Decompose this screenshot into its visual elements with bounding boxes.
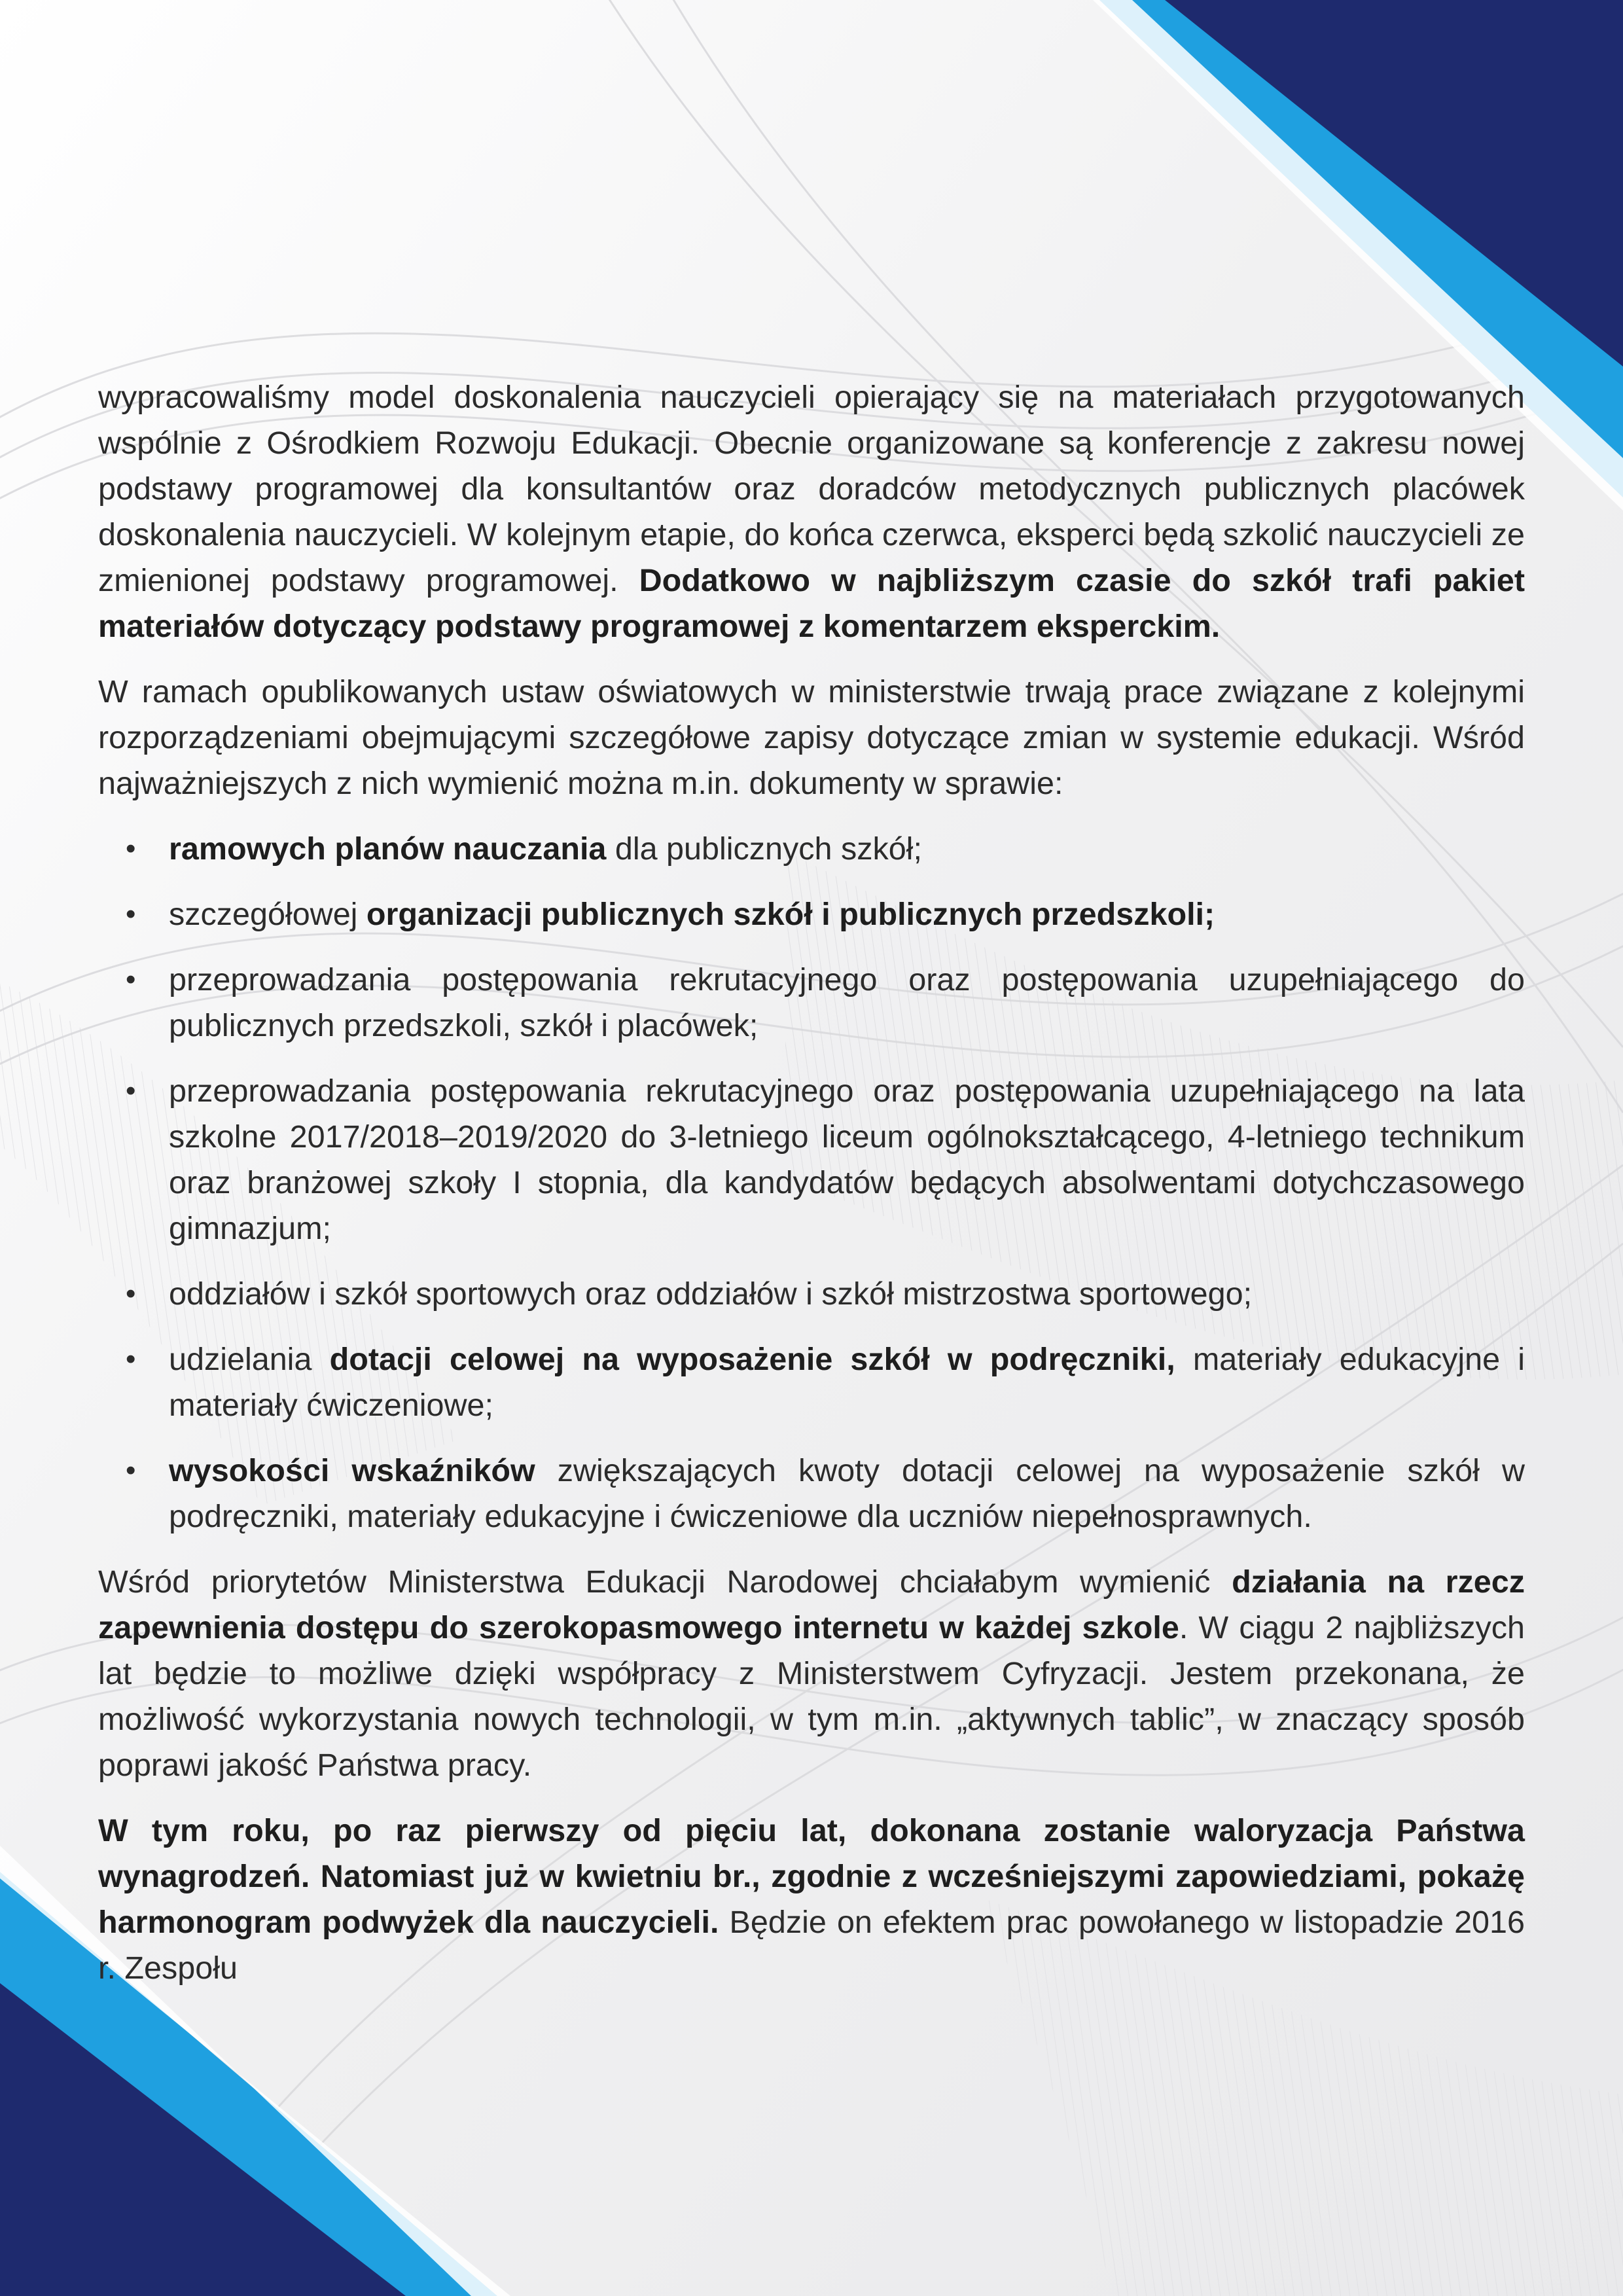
list-item xyxy=(98,1271,1525,1317)
paragraph-internet-priority xyxy=(98,1559,1525,1788)
article-body xyxy=(98,374,1525,2011)
paragraph-bold-text: W tym roku, po raz pierwszy od pięciu lat, dokonana zostanie waloryzacja Państwa wynagrodzeń. Natomiast już w kwietniu br., zgodnie z wcześniejszymi zapowiedziami, pokażę harmonogram podwyżek dla nauczycieli. xyxy=(98,1813,1525,1940)
list-item xyxy=(98,891,1525,937)
paragraph-text: . W ciągu 2 najbliższych lat będzie to możliwe dzięki współpracy z Ministerstwem Cyfryzacji. Jestem przekonana, że możliwość wykorzystania nowych technologii, w tym m.in. „aktywnych tablic”, w znaczący sposób poprawi jakość Państwa pracy. xyxy=(98,1610,1525,1783)
paragraph-bold-text: Dodatkowo w najbliższym czasie do szkół trafi pakiet materiałów dotyczący podstawy programowej z komentarzem eksperckim. xyxy=(98,563,1525,644)
paragraph-text: wypracowaliśmy model doskonalenia nauczycieli opierający się na materiałach przygotowanych wspólnie z Ośrodkiem Rozwoju Edukacji. Obecnie organizowane są konferencje z zakresu nowej podstawy programowej dla konsultantów oraz doradców metodycznych publicznych placówek doskonalenia nauczycieli. W kolejnym etapie, do końca czerwca, eksperci będą szkolić nauczycieli ze zmienionej podstawy programowej. xyxy=(98,380,1525,598)
bullet-icon: • xyxy=(126,963,136,996)
list-item xyxy=(98,1448,1525,1539)
list-item xyxy=(98,957,1525,1049)
paragraph-text: W ramach opublikowanych ustaw oświatowych w ministerstwie trwają prace związane z kolejnymi rozporządzeniami obejmującymi szczegółowe zapisy dotyczące zmian w systemie edukacji. Wśród najważniejszych z nich wymienić można m.in. dokumenty w sprawie: xyxy=(98,674,1525,801)
list-item-bold: wysokości wskaźników xyxy=(169,1453,535,1488)
paragraph-text: Wśród priorytetów Ministerstwa Edukacji Narodowej chciałabym wymienić xyxy=(98,1564,1232,1600)
paragraph-bold-text: działania na rzecz zapewnienia dostępu do szerokopasmowego internetu w każdej szkole xyxy=(98,1564,1525,1645)
list-item-bold: ramowych planów nauczania xyxy=(169,831,607,867)
list-item-text: szczegółowej xyxy=(169,897,366,932)
list-item-text: dla publicznych szkół; xyxy=(606,831,922,867)
paragraph-teacher-training xyxy=(98,374,1525,649)
paragraph-salary xyxy=(98,1808,1525,1991)
regulations-list xyxy=(98,826,1525,1539)
list-item-text: oddziałów i szkół sportowych oraz oddziałów i szkół mistrzostwa sportowego; xyxy=(169,1276,1253,1312)
list-item-bold: dotacji celowej na wyposażenie szkół w podręczniki, xyxy=(329,1342,1175,1377)
list-item xyxy=(98,1336,1525,1428)
list-item-text: zwiększających kwoty dotacji celowej na wyposażenie szkół w podręczniki, materiały edukacyjne i ćwiczeniowe dla uczniów niepełnosprawnych. xyxy=(169,1453,1525,1534)
list-item xyxy=(98,1068,1525,1251)
bullet-icon: • xyxy=(126,1278,136,1310)
bullet-icon: • xyxy=(126,898,136,930)
list-item-text: przeprowadzania postępowania rekrutacyjnego oraz postępowania uzupełniającego do publicznych przedszkoli, szkół i placówek; xyxy=(169,962,1525,1043)
list-item-bold: organizacji publicznych szkół i publicznych przedszkoli; xyxy=(366,897,1215,932)
list-item-text: materiały edukacyjne i materiały ćwiczeniowe; xyxy=(169,1342,1525,1423)
bullet-icon: • xyxy=(126,1343,136,1375)
list-item xyxy=(98,826,1525,872)
bullet-icon: • xyxy=(126,833,136,865)
list-item-text: udzielania xyxy=(169,1342,330,1377)
bullet-icon: • xyxy=(126,1075,136,1107)
paragraph-regulations-intro xyxy=(98,669,1525,806)
paragraph-text: Będzie on efektem prac powołanego w listopadzie 2016 r. Zespołu xyxy=(98,1905,1525,1986)
bullet-icon: • xyxy=(126,1454,136,1486)
list-item-text: przeprowadzania postępowania rekrutacyjnego oraz postępowania uzupełniającego na lata szkolne 2017/2018–2019/2020 do 3-letniego liceum ogólnokształcącego, 4-letniego technikum oraz branżowej szkoły I stopnia, dla kandydatów będących absolwentami dotychczasowego gimnazjum; xyxy=(169,1073,1525,1246)
